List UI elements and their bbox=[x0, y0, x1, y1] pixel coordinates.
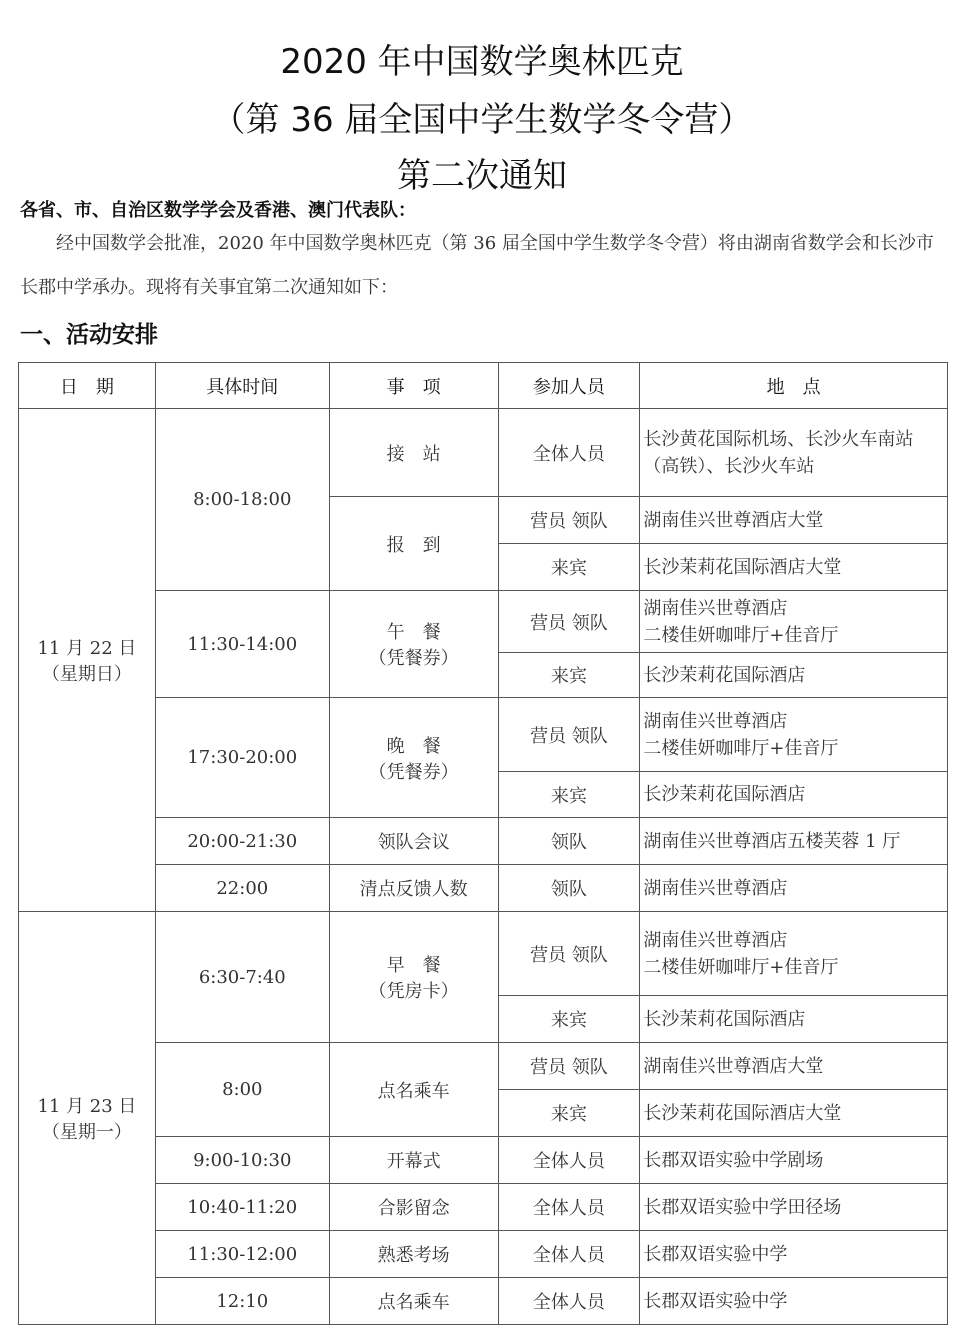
location-cell: 长沙茉莉花国际酒店大堂 bbox=[640, 1090, 948, 1137]
participants-cell: 营员 领队 bbox=[498, 912, 640, 996]
table-row bbox=[19, 591, 948, 653]
location-cell: 长郡双语实验中学 bbox=[640, 1278, 948, 1325]
weekday-text: （星期一） bbox=[41, 1122, 132, 1143]
table-row bbox=[19, 409, 948, 497]
time-cell: 17:30-20:00 bbox=[155, 698, 329, 818]
item-cell: 合影留念 bbox=[329, 1184, 498, 1231]
participants-cell: 全体人员 bbox=[498, 1137, 640, 1184]
schedule-table bbox=[18, 362, 948, 1325]
item-cell: 点名乘车 bbox=[329, 1278, 498, 1325]
section-heading-activities: 一、活动安排 bbox=[20, 322, 158, 348]
participants-cell: 来宾 bbox=[498, 772, 640, 818]
item-cell: 点名乘车 bbox=[329, 1043, 498, 1137]
table-row bbox=[19, 1043, 948, 1090]
header-location: 地 点 bbox=[640, 363, 948, 409]
location-cell: 湖南佳兴世尊酒店 bbox=[640, 865, 948, 912]
intro-paragraph: 经中国数学会批准，2020 年中国数学奥林匹克（第 36 届全国中学生数学冬令营）将由湖南省数学会和长沙市长郡中学承办。现将有关事宜第二次通知如下： bbox=[20, 233, 934, 298]
date-cell-day1 bbox=[19, 409, 156, 912]
location-cell: 长郡双语实验中学剧场 bbox=[640, 1137, 948, 1184]
header-date: 日 期 bbox=[19, 363, 156, 409]
time-cell: 10:40-11:20 bbox=[155, 1184, 329, 1231]
location-line: 二楼佳妍咖啡厅+佳音厅 bbox=[643, 624, 839, 646]
item-cell bbox=[329, 591, 498, 698]
location-line: 二楼佳妍咖啡厅+佳音厅 bbox=[643, 956, 839, 978]
location-line: 湖南佳兴世尊酒店 bbox=[643, 929, 788, 951]
item-cell: 领队会议 bbox=[329, 818, 498, 865]
time-cell: 6:30-7:40 bbox=[155, 912, 329, 1043]
time-cell: 22:00 bbox=[155, 865, 329, 912]
participants-cell: 营员 领队 bbox=[498, 497, 640, 544]
table-row bbox=[19, 1137, 948, 1184]
participants-cell: 来宾 bbox=[498, 1090, 640, 1137]
item-text: 午 餐 bbox=[386, 622, 441, 643]
location-cell: 长郡双语实验中学 bbox=[640, 1231, 948, 1278]
table-row bbox=[19, 912, 948, 996]
table-header-row bbox=[19, 363, 948, 409]
item-note: （凭餐券） bbox=[368, 648, 459, 669]
item-cell: 开幕式 bbox=[329, 1137, 498, 1184]
header-participants: 参加人员 bbox=[498, 363, 640, 409]
item-note: （凭餐券） bbox=[368, 761, 459, 783]
participants-cell: 全体人员 bbox=[498, 1184, 640, 1231]
item-text: 晚 餐 bbox=[386, 735, 441, 757]
time-cell: 9:00-10:30 bbox=[155, 1137, 329, 1184]
item-cell: 熟悉考场 bbox=[329, 1231, 498, 1278]
date-text: 11 月 22 日 bbox=[37, 638, 137, 659]
item-cell bbox=[329, 912, 498, 1043]
table-row bbox=[19, 1278, 948, 1325]
time-cell: 20:00-21:30 bbox=[155, 818, 329, 865]
item-cell: 报 到 bbox=[329, 497, 498, 591]
time-cell: 8:00-18:00 bbox=[155, 409, 329, 591]
item-cell bbox=[329, 698, 498, 818]
location-cell: 湖南佳兴世尊酒店大堂 bbox=[640, 1043, 948, 1090]
location-line: 湖南佳兴世尊酒店 bbox=[643, 710, 788, 732]
table-row bbox=[19, 865, 948, 912]
header-time: 具体时间 bbox=[155, 363, 329, 409]
participants-cell: 来宾 bbox=[498, 996, 640, 1043]
salutation: 各省、市、自治区数学学会及香港、澳门代表队： bbox=[20, 200, 416, 221]
participants-cell: 来宾 bbox=[498, 653, 640, 698]
doc-title-line1: 2020 年中国数学奥林匹克 bbox=[280, 42, 684, 82]
location-line: 湖南佳兴世尊酒店 bbox=[643, 597, 788, 619]
participants-cell: 营员 领队 bbox=[498, 591, 640, 653]
item-cell: 清点反馈人数 bbox=[329, 865, 498, 912]
location-cell: 长沙茉莉花国际酒店 bbox=[640, 996, 948, 1043]
time-cell: 8:00 bbox=[155, 1043, 329, 1137]
time-cell: 12:10 bbox=[155, 1278, 329, 1325]
weekday-text: （星期日） bbox=[41, 664, 132, 685]
participants-cell: 全体人员 bbox=[498, 1231, 640, 1278]
table-row bbox=[19, 698, 948, 772]
location-cell: 长沙黄花国际机场、长沙火车南站（高铁）、长沙火车站 bbox=[640, 409, 948, 497]
item-cell: 接 站 bbox=[329, 409, 498, 497]
location-cell: 湖南佳兴世尊酒店大堂 bbox=[640, 497, 948, 544]
participants-cell: 领队 bbox=[498, 818, 640, 865]
location-cell bbox=[640, 912, 948, 996]
participants-cell: 营员 领队 bbox=[498, 698, 640, 772]
table-row bbox=[19, 818, 948, 865]
location-cell: 长沙茉莉花国际酒店 bbox=[640, 772, 948, 818]
time-cell: 11:30-12:00 bbox=[155, 1231, 329, 1278]
location-cell bbox=[640, 591, 948, 653]
doc-title-line3: 第二次通知 bbox=[397, 156, 567, 196]
participants-cell: 来宾 bbox=[498, 544, 640, 591]
date-text: 11 月 23 日 bbox=[37, 1096, 137, 1117]
table-row bbox=[19, 1184, 948, 1231]
location-cell: 长郡双语实验中学田径场 bbox=[640, 1184, 948, 1231]
participants-cell: 营员 领队 bbox=[498, 1043, 640, 1090]
participants-cell: 全体人员 bbox=[498, 1278, 640, 1325]
location-line: 二楼佳妍咖啡厅+佳音厅 bbox=[643, 737, 839, 759]
item-text: 早 餐 bbox=[386, 955, 441, 976]
date-cell-day2 bbox=[19, 912, 156, 1325]
location-cell: 长沙茉莉花国际酒店 bbox=[640, 653, 948, 698]
header-item: 事 项 bbox=[329, 363, 498, 409]
participants-cell: 领队 bbox=[498, 865, 640, 912]
participants-cell: 全体人员 bbox=[498, 409, 640, 497]
time-cell: 11:30-14:00 bbox=[155, 591, 329, 698]
table-row bbox=[19, 1231, 948, 1278]
item-note: （凭房卡） bbox=[368, 981, 459, 1002]
location-cell: 湖南佳兴世尊酒店五楼芙蓉 1 厅 bbox=[640, 818, 948, 865]
doc-title-line2: （第 36 届全国中学生数学冬令营） bbox=[211, 100, 753, 140]
location-cell: 长沙茉莉花国际酒店大堂 bbox=[640, 544, 948, 591]
location-cell bbox=[640, 698, 948, 772]
